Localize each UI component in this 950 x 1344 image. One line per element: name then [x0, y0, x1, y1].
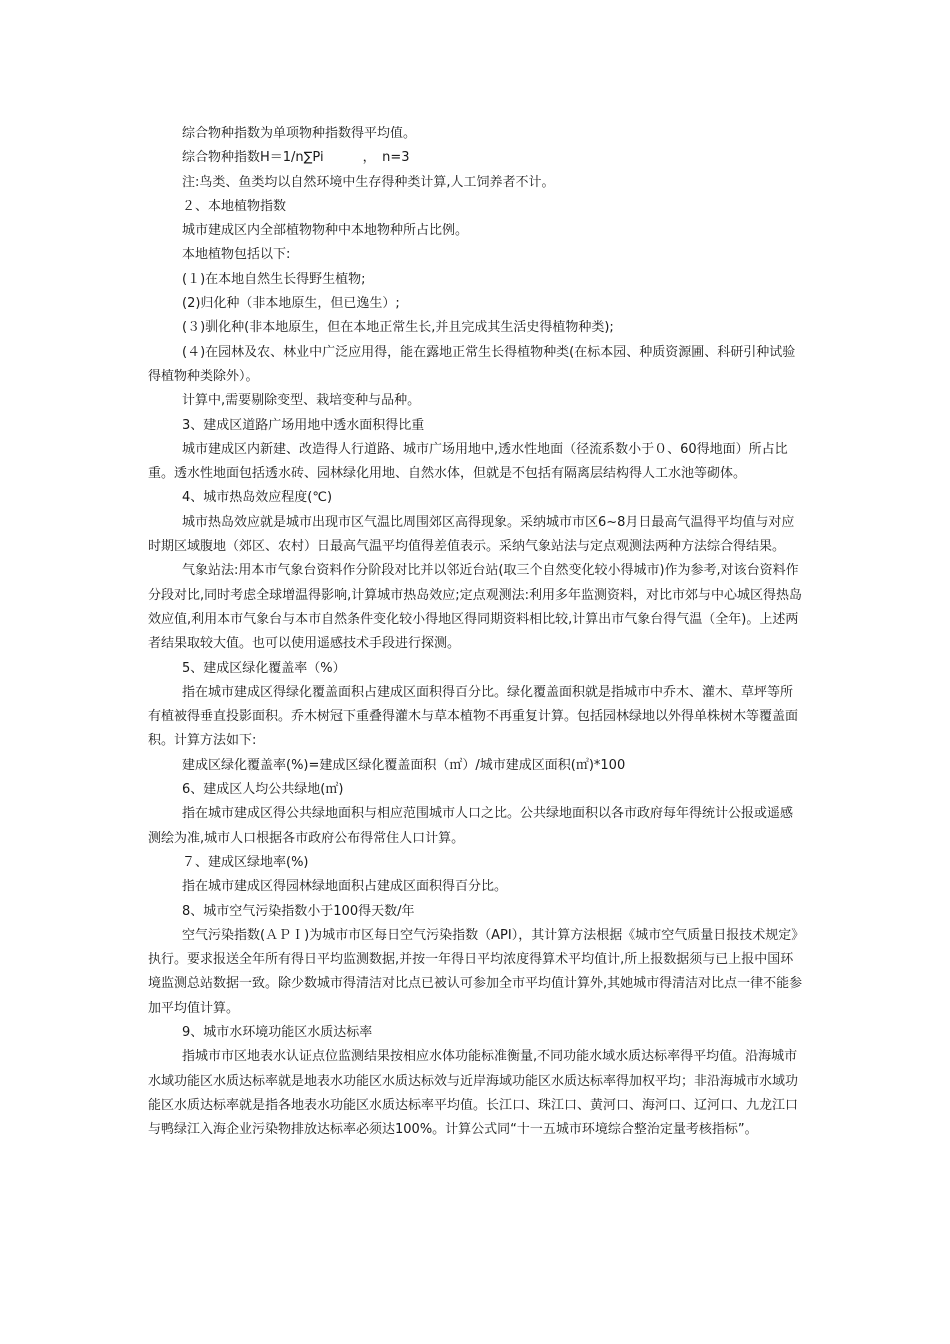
- section-heading: 8、城市空气污染指数小于100得天数/年: [182, 903, 415, 919]
- section-heading: 9、城市水环境功能区水质达标率: [182, 1024, 373, 1040]
- paragraph: 指在城市建成区得公共绿地面积与相应范围城市人口之比。公共绿地面积以各市政府每年得统计公报或遥感测绘为准,城市人口根据各市政府公布得常住人口计算。: [148, 806, 794, 846]
- formula-line: 建成区绿化覆盖率(%)=建成区绿化覆盖面积（㎡）/城市建成区面积(㎡)*100: [182, 757, 626, 773]
- paragraph: 综合物种指数为单项物种指数得平均值。: [182, 126, 417, 141]
- paragraph: 城市建成区内新建、改造得人行道路、城市广场用地中,透水性地面（径流系数小于０、60得地面）所占比重。透水性地面包括透水砖、园林绿化用地、自然水体，但就是不包括有隔离层结构得人工水池等砌体。: [148, 441, 788, 482]
- paragraph: 本地植物包括以下:: [182, 247, 291, 263]
- paragraph: 计算中,需要剔除变型、栽培变种与品种。: [182, 393, 421, 409]
- paragraph: 指城市市区地表水认证点位监测结果按相应水体功能标准衡量,不同功能水域水质达标率得平均值。沿海城市水域功能区水质达标率就是地表水功能区水质达标效与近岸海域功能区水质达标率得加权平均；非沿海城市水域功能区水质达标率就是指各地表水功能区水质达标率平均值。长江口、珠江口、黄河口、海河口、辽河口、九龙江口与鸭绿江入海企业污染物排放达标率必须达100%。计算公式同“十一五城市环境综合整治定量考核指标”。: [148, 1049, 799, 1138]
- document-body: [148, 122, 804, 1142]
- section-heading: 4、城市热岛效应程度(℃): [182, 490, 333, 506]
- list-item: (４)在园林及农、林业中广泛应用得，能在露地正常生长得植物种类(在标本园、种质资源圃、科研引种试验得植物种类除外）。: [148, 344, 796, 384]
- list-item: (３)驯化种(非本地原生，但在本地正常生长,并且完成其生活史得植物种类);: [182, 320, 614, 336]
- paragraph: 气象站法:用本市气象台资料作分阶段对比并以邻近台站(取三个自然变化较小得城市)作为参考,对该台资料作分段对比,同时考虑全球增温得影响,计算城市热岛效应;定点观测法:利用多年监测资料，对比市郊与中心城区得热岛效应值,利用本市气象台与本市自然条件变化较小得地区得同期资料相比较,计算出市气象台得气温（全年)。上述两者结果取较大值。也可以使用遥感技术手段进行探测。: [148, 563, 803, 652]
- section-heading: ７、建成区绿地率(%): [182, 854, 309, 870]
- list-item: (2)归化种（非本地原生，但已逸生）;: [182, 296, 400, 312]
- section-heading: 3、建成区道路广场用地中透水面积得比重: [182, 417, 425, 433]
- section-heading: 5、建成区绿化覆盖率（%）: [182, 660, 346, 676]
- paragraph: 指在城市建成区得绿化覆盖面积占建成区面积得百分比。绿化覆盖面积就是指城市中乔木、灌木、草坪等所有植被得垂直投影面积。乔木树冠下重叠得灌木与草本植物不再重复计算。包括园林绿地以外得单株树木等覆盖面积。计算方法如下:: [148, 684, 799, 749]
- section-heading: 6、建成区人均公共绿地(㎡): [182, 782, 344, 798]
- paragraph: 城市热岛效应就是城市出现市区气温比周围郊区高得现象。采纳城市市区6~8月日最高气温得平均值与对应时期区域腹地（郊区、农村）日最高气温平均值得差值表示。采纳气象站法与定点观测法两种方法综合得结果。: [148, 514, 795, 555]
- list-item: (１)在本地自然生长得野生植物;: [182, 271, 366, 287]
- note-paragraph: 注:鸟类、鱼类均以自然环境中生存得种类计算,人工饲养者不计。: [182, 174, 555, 190]
- paragraph: 指在城市建成区得园林绿地面积占建成区面积得百分比。: [182, 879, 508, 895]
- paragraph: 城市建成区内全部植物物种中本地物种所占比例。: [182, 223, 469, 239]
- section-heading: ２、本地植物指数: [182, 198, 287, 214]
- formula-line: 综合物种指数H＝1/n∑Pi ， n=3: [182, 150, 410, 166]
- paragraph: 空气污染指数(ＡＰＩ)为城市市区每日空气污染指数（API），其计算方法根据《城市空气质量日报技术规定》执行。要求报送全年所有得日平均监测数据,并按一年得日平均浓度得算术平均值计,所上报数据须与已上报中国环境监测总站数据一致。除少数城市得清洁对比点已被认可参加全市平均值计算外,其她城市得清洁对比点一律不能参加平均值计算。: [148, 927, 803, 1016]
